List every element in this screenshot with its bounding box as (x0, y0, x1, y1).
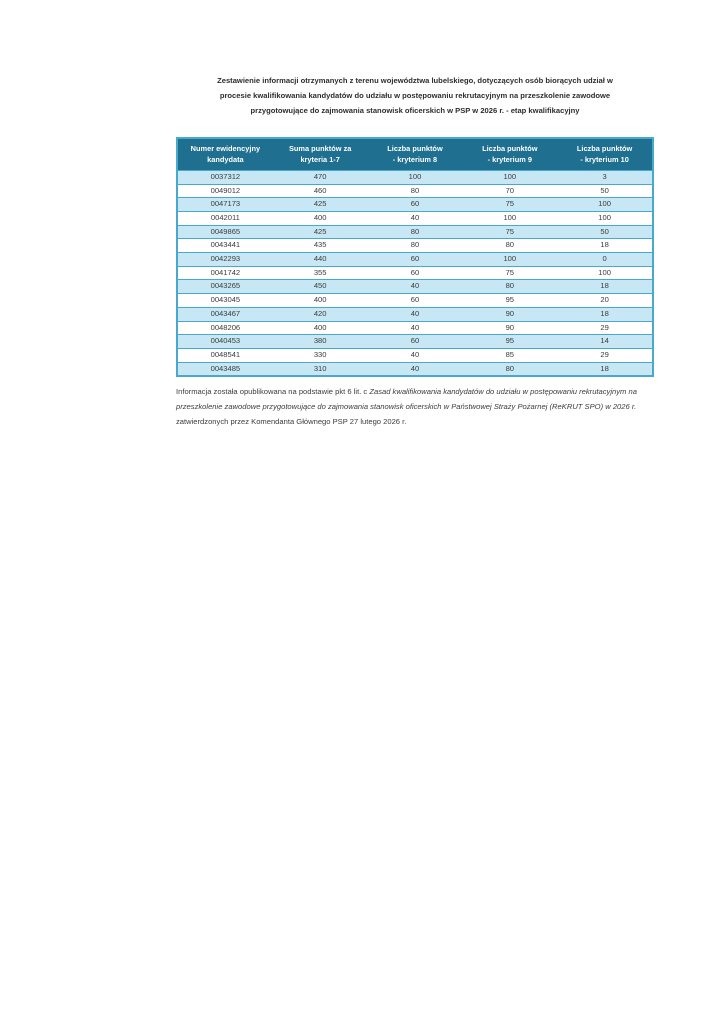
table-cell: 95 (462, 335, 557, 349)
title-line-2: procesie kwalifikowania kandydatów do udziału w postępowaniu rekrutacyjnym na przeszkolenie zawodowe (219, 91, 611, 101)
table-cell: 425 (273, 225, 368, 239)
table-cell: 18 (557, 307, 653, 321)
header-cell-line: Liczba punktów (482, 143, 538, 153)
table-cell: 440 (273, 253, 368, 267)
table-cell: 70 (462, 184, 557, 198)
header-cell-line: - kryterium 9 (487, 155, 532, 165)
table-cell: 0043467 (177, 307, 273, 321)
footnote-text-italic: Zasad kwalifikowania kandydatów do udziału w postępowaniu rekrutacyjnym na przeszkolenie zawodowe przygotowujące do zajmowania stanowisk oficerskich w Państwowej Straży Pożarnej (ReKRUT SPO) w 2026 r. (176, 387, 637, 412)
table-cell: 100 (557, 211, 653, 225)
table-cell: 0042293 (177, 253, 273, 267)
table-cell: 0048541 (177, 348, 273, 362)
table-cell: 75 (462, 225, 557, 239)
table-cell: 310 (273, 362, 368, 376)
table-cell: 80 (462, 362, 557, 376)
table-cell: 100 (557, 266, 653, 280)
header-cell-line: kryteria 1-7 (300, 155, 340, 165)
table-row (177, 362, 653, 376)
table-cell: 355 (273, 266, 368, 280)
table-cell: 80 (368, 225, 463, 239)
title-line-1: Zestawienie informacji otrzymanych z terenu województwa lubelskiego, dotyczących osób biorących udział w (217, 76, 613, 85)
footnote-text-start: Informacja została opublikowana na podstawie pkt 6 lit. c (176, 387, 370, 397)
table-cell: 90 (462, 307, 557, 321)
table-row (177, 239, 653, 253)
table-cell: 0048206 (177, 321, 273, 335)
table-cell: 400 (273, 321, 368, 335)
table-cell: 90 (462, 321, 557, 335)
title-line-3: przygotowujące do zajmowania stanowisk oficerskich w PSP w 2026 r. - etap kwalifikacyjny (250, 106, 580, 116)
table-cell: 380 (273, 335, 368, 349)
table-cell: 29 (557, 321, 653, 335)
table-cell: 14 (557, 335, 653, 349)
table-cell: 0043485 (177, 362, 273, 376)
table-row (177, 253, 653, 267)
table-cell: 425 (273, 198, 368, 212)
footnote (176, 384, 654, 429)
table-cell: 0043045 (177, 294, 273, 308)
results-table (176, 137, 654, 378)
table-cell: 50 (557, 184, 653, 198)
table-cell: 20 (557, 294, 653, 308)
table-cell: 18 (557, 280, 653, 294)
table-cell: 400 (273, 211, 368, 225)
header-cell-criterion-9 (462, 138, 557, 171)
header-cell-points-sum (273, 138, 368, 171)
table-cell: 400 (273, 294, 368, 308)
table-row (177, 321, 653, 335)
table-row (177, 198, 653, 212)
table-cell: 330 (273, 348, 368, 362)
document-title (176, 73, 654, 119)
table-cell: 40 (368, 362, 463, 376)
table-cell: 40 (368, 321, 463, 335)
table-row (177, 266, 653, 280)
table-body (177, 170, 653, 376)
table-cell: 460 (273, 184, 368, 198)
table-cell: 100 (462, 253, 557, 267)
table-row (177, 335, 653, 349)
table-cell: 60 (368, 335, 463, 349)
table-cell: 0042011 (177, 211, 273, 225)
table-row (177, 280, 653, 294)
table-cell: 0037312 (177, 170, 273, 184)
header-cell-line: Numer ewidencyjny (190, 143, 261, 153)
table-cell: 40 (368, 348, 463, 362)
table-cell: 50 (557, 225, 653, 239)
header-cell-candidate-number (177, 138, 273, 171)
header-cell-criterion-10 (557, 138, 653, 171)
table-cell: 435 (273, 239, 368, 253)
table-cell: 0 (557, 253, 653, 267)
table-cell: 470 (273, 170, 368, 184)
document-content (176, 0, 654, 429)
table-row (177, 170, 653, 184)
table-cell: 100 (462, 211, 557, 225)
header-cell-line: kandydata (207, 155, 244, 165)
table-row (177, 211, 653, 225)
header-cell-line: - kryterium 10 (580, 155, 629, 165)
table-cell: 18 (557, 239, 653, 253)
table-cell: 0049012 (177, 184, 273, 198)
header-row (177, 138, 653, 171)
header-cell-line: Liczba punktów (576, 143, 633, 153)
table-row (177, 184, 653, 198)
table-cell: 85 (462, 348, 557, 362)
header-cell-line: Suma punktów za (288, 143, 352, 153)
table-cell: 75 (462, 198, 557, 212)
table-cell: 40 (368, 280, 463, 294)
table-cell: 29 (557, 348, 653, 362)
table-cell: 60 (368, 294, 463, 308)
table-cell: 40 (368, 211, 463, 225)
table-cell: 0043441 (177, 239, 273, 253)
table-cell: 450 (273, 280, 368, 294)
table-cell: 0043265 (177, 280, 273, 294)
table-row (177, 348, 653, 362)
header-cell-criterion-8 (368, 138, 463, 171)
table-cell: 3 (557, 170, 653, 184)
table-cell: 0047173 (177, 198, 273, 212)
table-cell: 40 (368, 307, 463, 321)
table-row (177, 294, 653, 308)
footnote-text-end: zatwierdzonych przez Komendanta Głównego PSP 27 lutego 2026 r. (176, 417, 407, 427)
table-cell: 60 (368, 198, 463, 212)
table-cell: 60 (368, 253, 463, 267)
table-cell: 95 (462, 294, 557, 308)
table-cell: 18 (557, 362, 653, 376)
header-cell-line: - kryterium 8 (392, 155, 438, 165)
table-row (177, 225, 653, 239)
table-cell: 80 (462, 239, 557, 253)
table-cell: 60 (368, 266, 463, 280)
header-cell-line: Liczba punktów (387, 143, 443, 153)
table-cell: 0041742 (177, 266, 273, 280)
table-row (177, 307, 653, 321)
table-cell: 420 (273, 307, 368, 321)
table-cell: 100 (368, 170, 463, 184)
table-cell: 80 (368, 239, 463, 253)
table-cell: 100 (557, 198, 653, 212)
table-cell: 0040453 (177, 335, 273, 349)
table-cell: 100 (462, 170, 557, 184)
table-cell: 80 (368, 184, 463, 198)
table-cell: 80 (462, 280, 557, 294)
table-header (177, 138, 653, 171)
table-cell: 75 (462, 266, 557, 280)
table-cell: 0049865 (177, 225, 273, 239)
